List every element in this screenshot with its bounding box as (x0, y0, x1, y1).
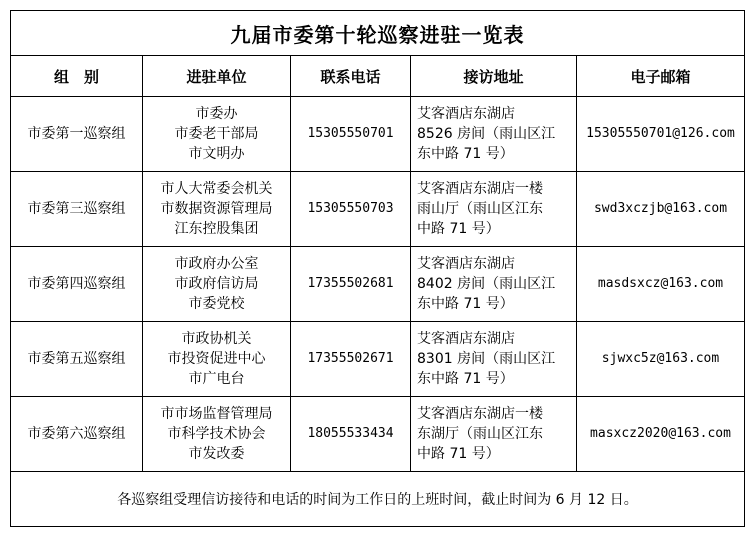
address-line: 艾客酒店东湖店 (417, 106, 515, 122)
phone-cell: 15305550703 (291, 172, 411, 247)
address-cell (411, 97, 577, 172)
address-line: 东中路 71 号） (417, 146, 514, 162)
address-cell (411, 322, 577, 397)
address-line: 东湖厅（雨山区江东 (417, 426, 543, 442)
phone-cell: 17355502671 (291, 322, 411, 397)
email-cell: masxcz2020@163.com (577, 397, 745, 472)
unit-line: 市政协机关 (181, 331, 252, 347)
address-line: 艾客酒店东湖店 (417, 256, 515, 272)
unit-line: 市人大常委会机关 (160, 181, 273, 197)
inspection-table (10, 10, 745, 527)
unit-line: 市政府信访局 (174, 276, 259, 292)
table-row (11, 397, 745, 472)
header-phone: 联系电话 (291, 56, 411, 97)
header-address: 接访地址 (411, 56, 577, 97)
header-row (11, 56, 745, 97)
address-line: 东中路 71 号） (417, 371, 514, 387)
footer-note: 各巡察组受理信访接待和电话的时间为工作日的上班时间，截止时间为 6 月 12 日。 (11, 472, 745, 527)
phone-cell: 18055533434 (291, 397, 411, 472)
address-cell (411, 397, 577, 472)
address-cell (411, 172, 577, 247)
units-cell (143, 247, 291, 322)
units-cell (143, 97, 291, 172)
units-cell (143, 397, 291, 472)
email-cell: swd3xczjb@163.com (577, 172, 745, 247)
group-cell: 市委第六巡察组 (11, 397, 143, 472)
unit-line: 市广电台 (188, 371, 245, 387)
address-line: 东中路 71 号） (417, 296, 514, 312)
header-group: 组 别 (11, 56, 143, 97)
group-cell: 市委第四巡察组 (11, 247, 143, 322)
unit-line: 江东控股集团 (174, 221, 259, 237)
table-row (11, 247, 745, 322)
unit-line: 市委办 (195, 106, 238, 122)
units-cell (143, 322, 291, 397)
unit-line: 市市场监督管理局 (160, 406, 273, 422)
unit-line: 市政府办公室 (174, 256, 259, 272)
address-line: 8301 房间（雨山区江 (417, 351, 556, 367)
units-cell (143, 172, 291, 247)
address-line: 艾客酒店东湖店一楼 (417, 181, 543, 197)
unit-line: 市科学技术协会 (167, 426, 266, 442)
unit-line: 市委老干部局 (174, 126, 259, 142)
unit-line: 市数据资源管理局 (160, 201, 273, 217)
unit-line: 市文明办 (188, 146, 245, 162)
group-cell: 市委第五巡察组 (11, 322, 143, 397)
table-row (11, 172, 745, 247)
unit-line: 市委党校 (188, 296, 245, 312)
address-line: 艾客酒店东湖店 (417, 331, 515, 347)
phone-cell: 15305550701 (291, 97, 411, 172)
table-row (11, 322, 745, 397)
address-line: 8526 房间（雨山区江 (417, 126, 556, 142)
phone-cell: 17355502681 (291, 247, 411, 322)
address-line: 8402 房间（雨山区江 (417, 276, 556, 292)
email-cell: sjwxc5z@163.com (577, 322, 745, 397)
address-cell (411, 247, 577, 322)
address-line: 雨山厅（雨山区江东 (417, 201, 543, 217)
group-cell: 市委第三巡察组 (11, 172, 143, 247)
unit-line: 市投资促进中心 (167, 351, 266, 367)
address-line: 艾客酒店东湖店一楼 (417, 406, 543, 422)
unit-line: 市发改委 (188, 446, 245, 462)
inspection-table-sheet (10, 10, 744, 528)
table-row (11, 97, 745, 172)
address-line: 中路 71 号） (417, 446, 500, 462)
header-email: 电子邮箱 (577, 56, 745, 97)
address-line: 中路 71 号） (417, 221, 500, 237)
email-cell: 15305550701@126.com (577, 97, 745, 172)
group-cell: 市委第一巡察组 (11, 97, 143, 172)
table-title: 九届市委第十轮巡察进驻一览表 (11, 11, 745, 56)
header-units: 进驻单位 (143, 56, 291, 97)
email-cell: masdsxcz@163.com (577, 247, 745, 322)
